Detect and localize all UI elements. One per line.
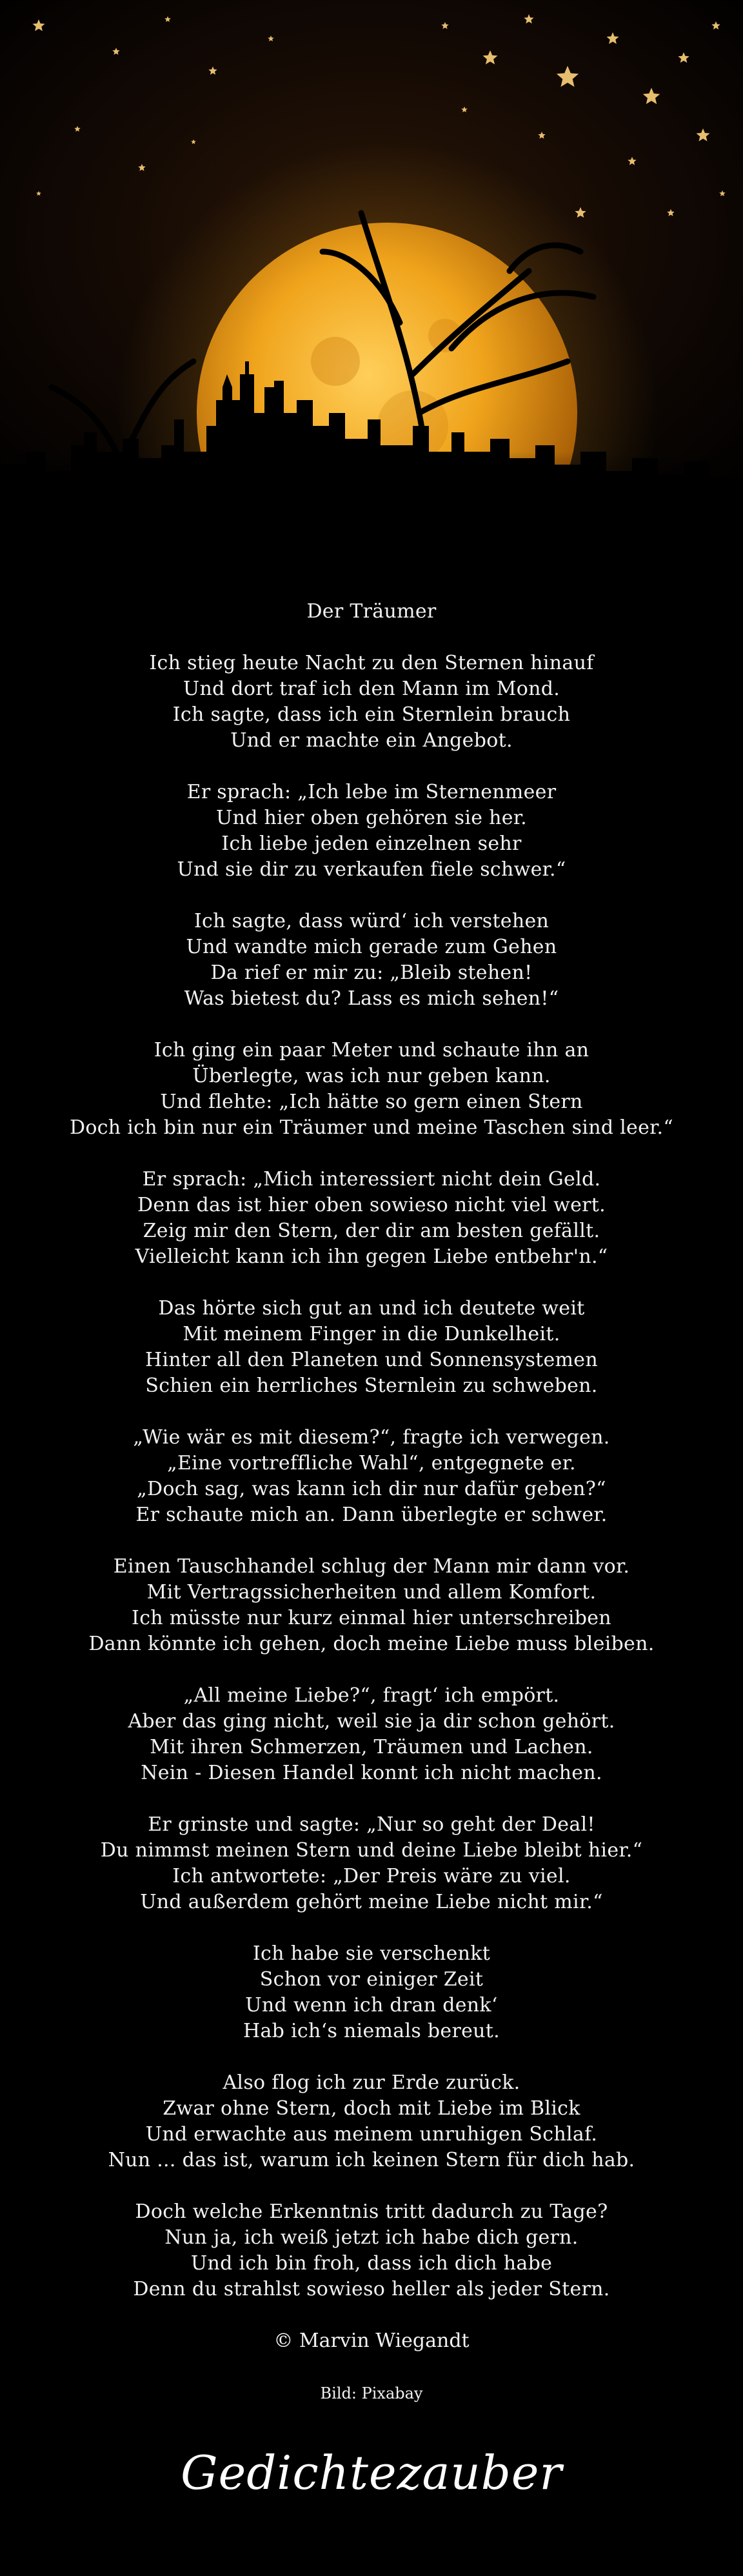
stanza xyxy=(0,909,743,1012)
poem-line: Er schaute mich an. Dann überlegte er schwer. xyxy=(135,1504,608,1526)
poem-line: Also flog ich zur Erde zurück. xyxy=(223,2071,520,2094)
poem-title: Der Träumer xyxy=(306,600,437,623)
poem-line: Denn du strahlst sowieso heller als jeder Stern. xyxy=(133,2278,610,2300)
stanza xyxy=(0,1296,743,1399)
brand-signature-logo: Gedichtezauber xyxy=(181,2446,562,2500)
poem-line: „Eine vortreffliche Wahl“, entgegnete er. xyxy=(167,1452,576,1474)
poem-line: Ich habe sie verschenkt xyxy=(252,1942,491,1965)
poem-line: Und wandte mich gerade zum Gehen xyxy=(186,936,557,958)
poem-line: Ich müsste nur kurz einmal hier unterschreiben xyxy=(132,1607,611,1629)
poem-line: Und außerdem gehört meine Liebe nicht mir.“ xyxy=(140,1891,603,1913)
poem-line: Ich sagte, dass würd‘ ich verstehen xyxy=(193,910,550,932)
stanza xyxy=(0,1941,743,2044)
stanza xyxy=(0,2199,743,2302)
poem-line: Nein - Diesen Handel konnt ich nicht machen. xyxy=(141,1762,602,1784)
image-credit: Bild: Pixabay xyxy=(320,2384,423,2402)
poem-line: Ich antwortete: „Der Preis wäre zu viel. xyxy=(172,1865,571,1887)
stanza xyxy=(0,1683,743,1786)
poem-line: „Doch sag, was kann ich dir nur dafür geben?“ xyxy=(137,1478,606,1500)
poem-line: Und hier oben gehören sie her. xyxy=(216,807,527,829)
poem-line: Vielleicht kann ich ihn gegen Liebe entbehr'n.“ xyxy=(135,1245,608,1268)
poem-line: Mit meinem Finger in die Dunkelheit. xyxy=(183,1323,560,1345)
poem-line: Überlegte, was ich nur geben kann. xyxy=(192,1065,551,1087)
copyright-text: © Marvin Wiegandt xyxy=(273,2329,470,2352)
poem-line: Denn das ist hier oben sowieso nicht viel wert. xyxy=(137,1194,606,1216)
poem-line: Dann könnte ich gehen, doch meine Liebe muss bleiben. xyxy=(88,1633,655,1655)
poem-line: Ich ging ein paar Meter und schaute ihn an xyxy=(154,1039,589,1062)
poem-line: Was bietest du? Lass es mich sehen!“ xyxy=(184,987,559,1010)
stanza xyxy=(0,1554,743,1657)
poem-line: Ich stieg heute Nacht zu den Sternen hinauf xyxy=(149,652,594,674)
poem-line: Aber das ging nicht, weil sie ja dir schon gehört. xyxy=(128,1710,615,1733)
poem-line: Er sprach: „Ich lebe im Sternenmeer xyxy=(186,781,557,803)
poem-line: Und wenn ich dran denk‘ xyxy=(245,1994,498,2017)
poem-line: Das hörte sich gut an und ich deutete weit xyxy=(158,1297,585,1320)
poem-line: Hab ich‘s niemals bereut. xyxy=(243,2020,500,2042)
poem-line: Zeig mir den Stern, der dir am besten gefällt. xyxy=(143,1220,600,1242)
poem-line: Und erwachte aus meinem unruhigen Schlaf. xyxy=(145,2123,598,2146)
poem-line: Ich sagte, dass ich ein Sternlein brauch xyxy=(172,703,571,726)
poem-line: Mit ihren Schmerzen, Träumen und Lachen. xyxy=(150,1736,593,1758)
poem-line: Doch welche Erkenntnis tritt dadurch zu Tage? xyxy=(135,2200,608,2223)
poem-line: Und dort traf ich den Mann im Mond. xyxy=(183,678,560,700)
stanza xyxy=(0,1167,743,1270)
hero-image xyxy=(0,0,743,529)
poem-line: Schien ein herrliches Sternlein zu schweben. xyxy=(145,1374,598,1397)
poem-line: Ich liebe jeden einzelnen sehr xyxy=(221,832,522,855)
stanza xyxy=(0,780,743,883)
poem-line: Nun ja, ich weiß jetzt ich habe dich gern. xyxy=(164,2226,579,2249)
poem-line: Und flehte: „Ich hätte so gern einen Stern xyxy=(160,1091,583,1113)
poem-stanzas xyxy=(0,650,743,2302)
poem-line: Mit Vertragssicherheiten und allem Komfort. xyxy=(146,1581,597,1604)
poem-line: „Wie wär es mit diesem?“, fragte ich verwegen. xyxy=(133,1426,610,1449)
poem-line: Er grinste und sagte: „Nur so geht der Deal! xyxy=(148,1813,595,1836)
stanza xyxy=(0,2070,743,2173)
poem-line: Und ich bin froh, dass ich dich habe xyxy=(190,2252,553,2275)
poem-line: Nun ... das ist, warum ich keinen Stern für dich hab. xyxy=(108,2149,635,2171)
poem-line: Einen Tauschhandel schlug der Mann mir dann vor. xyxy=(113,1555,630,1578)
poem-line: Schon vor einiger Zeit xyxy=(259,1968,484,1991)
poem-line: Und er machte ein Angebot. xyxy=(230,729,513,752)
stanza xyxy=(0,650,743,754)
poem-line: Zwar ohne Stern, doch mit Liebe im Blick xyxy=(163,2097,580,2120)
poem-line: Er sprach: „Mich interessiert nicht dein Geld. xyxy=(142,1168,601,1191)
stanza xyxy=(0,1425,743,1528)
poem-line: Hinter all den Planeten und Sonnensystemen xyxy=(145,1349,598,1371)
moon-skyline-illustration xyxy=(0,0,743,529)
poem-line: Und sie dir zu verkaufen fiele schwer.“ xyxy=(177,858,566,881)
poem-line: Doch ich bin nur ein Träumer und meine Taschen sind leer.“ xyxy=(69,1116,673,1139)
poem-line: Du nimmst meinen Stern und deine Liebe bleibt hier.“ xyxy=(100,1839,643,1862)
stanza xyxy=(0,1038,743,1141)
poem-line: Da rief er mir zu: „Bleib stehen! xyxy=(210,961,533,984)
poem xyxy=(0,599,743,2328)
poem-line: „All meine Liebe?“, fragt‘ ich empört. xyxy=(183,1684,560,1707)
stanza xyxy=(0,1812,743,1915)
